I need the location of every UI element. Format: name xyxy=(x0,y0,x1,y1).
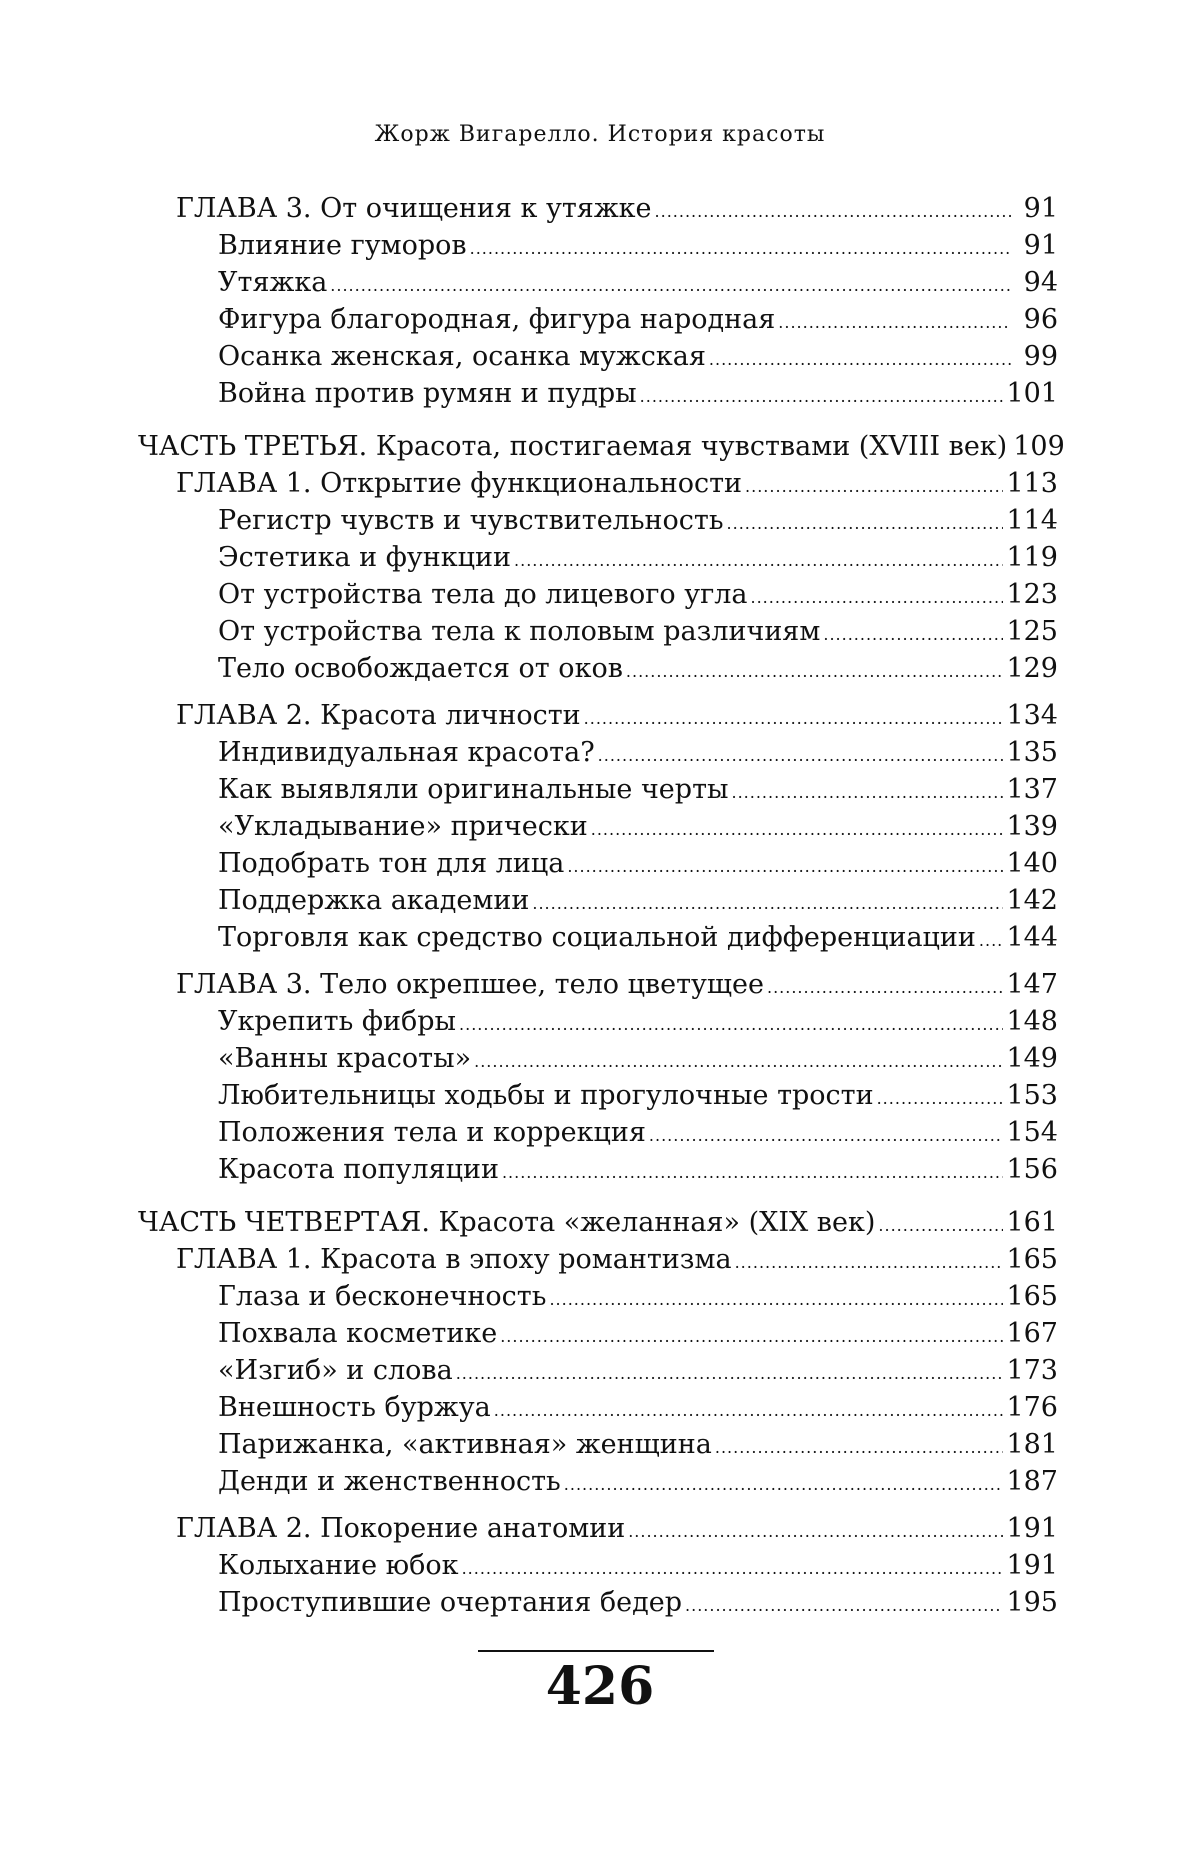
entry-title: ЧАСТЬ ТРЕТЬЯ. Красота, постигаемая чувствами (XVIII век) xyxy=(138,431,1008,462)
entry-title: Положения тела и коррекция xyxy=(218,1117,646,1148)
entry-title: Фигура благородная, фигура народная xyxy=(218,304,776,335)
entry-page: 176 xyxy=(1006,1392,1058,1423)
toc-section-entry[interactable] xyxy=(138,1151,1058,1188)
entry-title: Подобрать тон для лица xyxy=(218,848,565,879)
page-number: 426 xyxy=(545,1656,655,1717)
entry-page: 113 xyxy=(1006,468,1058,499)
entry-page: 96 xyxy=(1023,304,1058,335)
entry-page: 149 xyxy=(1006,1043,1058,1074)
dot-leader xyxy=(767,969,1003,1006)
entry-title: ГЛАВА 2. Красота личности xyxy=(176,700,581,731)
toc-section-entry[interactable] xyxy=(138,1003,1058,1040)
entry-page: 134 xyxy=(1006,700,1058,731)
toc-section-entry[interactable] xyxy=(138,1426,1058,1463)
dot-leader xyxy=(532,885,1003,922)
entry-page: 101 xyxy=(1006,378,1058,409)
toc-section-entry[interactable] xyxy=(138,539,1058,576)
dot-leader xyxy=(751,579,1004,616)
dot-leader xyxy=(715,1429,1004,1466)
entry-page: 129 xyxy=(1006,653,1058,684)
entry-page: 191 xyxy=(1006,1550,1058,1581)
dot-leader xyxy=(626,653,1004,690)
entry-title: Регистр чувств и чувствительность xyxy=(218,505,724,536)
entry-page: 99 xyxy=(1023,341,1058,372)
entry-page: 187 xyxy=(1006,1466,1058,1497)
toc-section-entry[interactable] xyxy=(138,919,1058,956)
entry-title: Парижанка, «активная» женщина xyxy=(218,1429,712,1460)
dot-leader xyxy=(598,737,1004,774)
entry-title: Эстетика и функции xyxy=(218,542,512,573)
toc-section-entry[interactable] xyxy=(138,264,1058,301)
dot-leader xyxy=(584,700,1004,737)
dot-leader xyxy=(979,922,1004,959)
entry-title: От устройства тела до лицевого угла xyxy=(218,579,748,610)
toc-chapter-entry[interactable] xyxy=(138,465,1058,502)
toc-section-entry[interactable] xyxy=(138,771,1058,808)
entry-title: Красота популяции xyxy=(218,1154,499,1185)
dot-leader xyxy=(778,304,1011,341)
entry-title: Внешность буржуа xyxy=(218,1392,491,1423)
toc-part-block xyxy=(138,428,1065,465)
entry-title: Торговля как средство социальной дифференциации xyxy=(218,922,976,953)
entry-title: Любительницы ходьбы и прогулочные трости xyxy=(218,1080,874,1111)
dot-leader xyxy=(459,1006,1003,1043)
entry-page: 191 xyxy=(1006,1513,1058,1544)
entry-title: Война против румян и пудры xyxy=(218,378,637,409)
toc-section-entry[interactable] xyxy=(138,845,1058,882)
dot-leader xyxy=(649,1117,1004,1154)
entry-page: 142 xyxy=(1006,885,1058,916)
dot-leader xyxy=(745,468,1003,505)
entry-page: 94 xyxy=(1023,267,1058,298)
entry-page: 137 xyxy=(1006,774,1058,805)
dot-leader xyxy=(727,505,1004,542)
dot-leader xyxy=(456,1355,1004,1392)
toc-section-entry[interactable] xyxy=(138,502,1058,539)
entry-title: Поддержка академии xyxy=(218,885,530,916)
toc-chapter-entry[interactable] xyxy=(138,1241,1058,1278)
dot-leader xyxy=(735,1244,1004,1281)
entry-title: Индивидуальная красота? xyxy=(218,737,595,768)
toc-section-entry[interactable] xyxy=(138,227,1058,264)
entry-title: «Укладывание» прически xyxy=(218,811,588,842)
toc-section-entry[interactable] xyxy=(138,1315,1058,1352)
entry-page: 156 xyxy=(1006,1154,1058,1185)
entry-title: Укрепить фибры xyxy=(218,1006,457,1037)
toc-chapter-block xyxy=(138,1241,1058,1500)
toc-chapter-entry[interactable] xyxy=(138,190,1058,227)
toc-section-entry[interactable] xyxy=(138,1077,1058,1114)
toc-chapter-block xyxy=(138,697,1058,956)
toc-section-entry[interactable] xyxy=(138,301,1058,338)
toc-section-entry[interactable] xyxy=(138,808,1058,845)
entry-title: Денди и женственность xyxy=(218,1466,561,1497)
entry-title: ГЛАВА 1. Открытие функциональности xyxy=(176,468,743,499)
toc-chapter-entry[interactable] xyxy=(138,697,1058,734)
dot-leader xyxy=(685,1587,1003,1624)
toc-section-entry[interactable] xyxy=(138,576,1058,613)
toc-chapter-entry[interactable] xyxy=(138,1510,1058,1547)
entry-page: 140 xyxy=(1006,848,1058,879)
entry-page: 114 xyxy=(1006,505,1058,536)
toc-section-entry[interactable] xyxy=(138,1463,1058,1500)
entry-title: Утяжка xyxy=(218,267,328,298)
toc-section-entry[interactable] xyxy=(138,1278,1058,1315)
entry-page: 147 xyxy=(1006,969,1058,1000)
entry-page: 195 xyxy=(1006,1587,1058,1618)
dot-leader xyxy=(462,1550,1004,1587)
entry-page: 165 xyxy=(1006,1281,1058,1312)
entry-page: 148 xyxy=(1006,1006,1058,1037)
dot-leader xyxy=(628,1513,1003,1550)
entry-page: 125 xyxy=(1006,616,1058,647)
dot-leader xyxy=(494,1392,1004,1429)
entry-page: 161 xyxy=(1006,1207,1058,1238)
toc-section-entry[interactable] xyxy=(138,1584,1058,1621)
entry-page: 123 xyxy=(1006,579,1058,610)
entry-title: ГЛАВА 3. От очищения к утяжке xyxy=(176,193,652,224)
toc-section-entry[interactable] xyxy=(138,734,1058,771)
dot-leader xyxy=(655,193,1011,230)
dot-leader xyxy=(877,1080,1004,1117)
toc-section-entry[interactable] xyxy=(138,338,1058,375)
entry-title: Влияние гуморов xyxy=(218,230,467,261)
toc-chapter-block xyxy=(138,966,1058,1188)
dot-leader xyxy=(514,542,1003,579)
entry-title: ГЛАВА 1. Красота в эпоху романтизма xyxy=(176,1244,732,1275)
toc-section-entry[interactable] xyxy=(138,375,1058,412)
entry-title: ГЛАВА 2. Покорение анатомии xyxy=(176,1513,626,1544)
dot-leader xyxy=(470,230,1011,267)
dot-leader xyxy=(474,1043,1003,1080)
entry-title: Осанка женская, осанка мужская xyxy=(218,341,706,372)
entry-title: ГЛАВА 3. Тело окрепшее, тело цветущее xyxy=(176,969,764,1000)
dot-leader xyxy=(330,267,1011,304)
entry-page: 153 xyxy=(1006,1080,1058,1111)
toc-chapter-block xyxy=(138,1510,1058,1621)
entry-page: 139 xyxy=(1006,811,1058,842)
dot-leader xyxy=(591,811,1004,848)
toc-section-entry[interactable] xyxy=(138,1389,1058,1426)
entry-page: 91 xyxy=(1023,193,1058,224)
toc-part-block xyxy=(138,1204,1058,1241)
toc-section-entry[interactable] xyxy=(138,1547,1058,1584)
dot-leader xyxy=(640,378,1004,415)
dot-leader xyxy=(732,774,1004,811)
entry-page: 167 xyxy=(1006,1318,1058,1349)
footer-rule xyxy=(478,1650,714,1652)
entry-page: 109 xyxy=(1013,431,1065,462)
entry-page: 154 xyxy=(1006,1117,1058,1148)
toc-section-entry[interactable] xyxy=(138,1352,1058,1389)
entry-title: Глаза и бесконечность xyxy=(218,1281,547,1312)
toc-section-entry[interactable] xyxy=(138,650,1058,687)
entry-page: 119 xyxy=(1006,542,1058,573)
entry-title: Проступившие очертания бедер xyxy=(218,1587,683,1618)
toc-section-entry[interactable] xyxy=(138,613,1058,650)
toc-section-entry[interactable] xyxy=(138,882,1058,919)
entry-page: 91 xyxy=(1023,230,1058,261)
entry-title: «Изгиб» и слова xyxy=(218,1355,453,1386)
toc-chapter-block xyxy=(138,465,1058,687)
entry-page: 135 xyxy=(1006,737,1058,768)
toc-chapter-block xyxy=(138,190,1058,412)
entry-title: ЧАСТЬ ЧЕТВЕРТАЯ. Красота «желанная» (XIX век) xyxy=(138,1207,876,1238)
toc-part-entry[interactable] xyxy=(138,1204,1058,1241)
dot-leader xyxy=(502,1154,1004,1191)
toc-part-entry[interactable] xyxy=(138,428,1065,465)
dot-leader xyxy=(564,1466,1004,1503)
toc-chapter-entry[interactable] xyxy=(138,966,1058,1003)
toc-section-entry[interactable] xyxy=(138,1040,1058,1077)
running-title: Жорж Вигарелло. История красоты xyxy=(374,122,826,147)
entry-page: 173 xyxy=(1006,1355,1058,1386)
entry-page: 144 xyxy=(1006,922,1058,953)
table-of-contents xyxy=(138,190,1065,1621)
entry-title: Как выявляли оригинальные черты xyxy=(218,774,729,805)
entry-title: Похвала косметике xyxy=(218,1318,498,1349)
entry-title: От устройства тела к половым различиям xyxy=(218,616,821,647)
entry-title: Тело освобождается от оков xyxy=(218,653,623,684)
entry-title: Колыхание юбок xyxy=(218,1550,459,1581)
toc-section-entry[interactable] xyxy=(138,1114,1058,1151)
entry-page: 181 xyxy=(1006,1429,1058,1460)
entry-title: «Ванны красоты» xyxy=(218,1043,472,1074)
dot-leader xyxy=(549,1281,1003,1318)
entry-page: 165 xyxy=(1006,1244,1058,1275)
dot-leader xyxy=(823,616,1003,653)
dot-leader xyxy=(500,1318,1003,1355)
dot-leader xyxy=(567,848,1003,885)
dot-leader xyxy=(878,1207,1003,1244)
dot-leader xyxy=(709,341,1011,378)
